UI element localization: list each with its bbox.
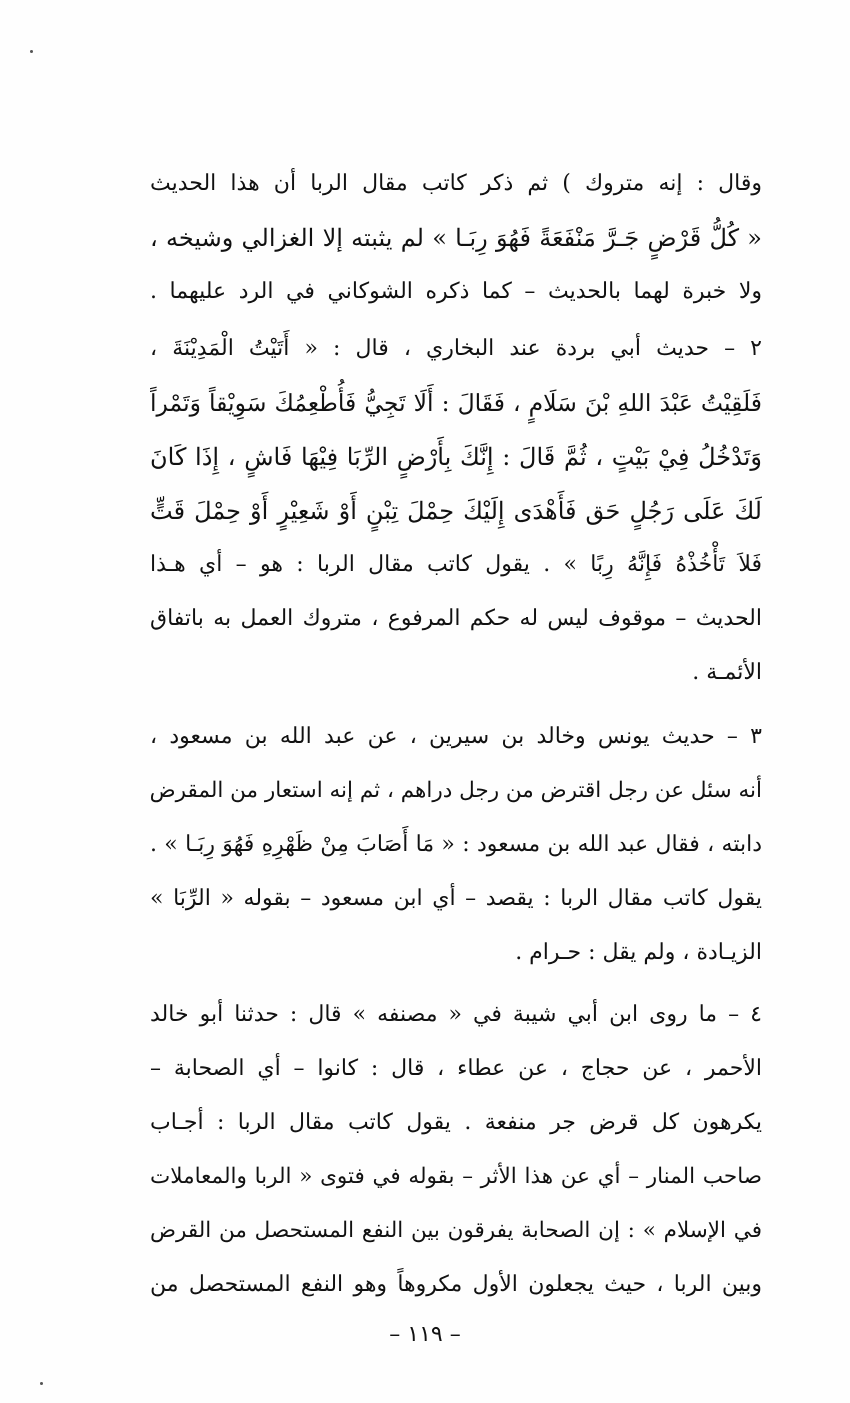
text-line: ٢ – حديث أبي بردة عند البخاري ، قال : « أَتَيْتُ الْمَدِيْنَةَ ، <box>150 336 762 361</box>
text-line: ٤ – ما روى ابن أبي شيبة في « مصنفه » قال : حدثنا أبو خالد <box>150 1002 762 1027</box>
text-line: صاحب المنار – أي عن هذا الأثر – بقوله في فتوى « الربا والمعاملات <box>150 1164 762 1189</box>
text-line: فَلاَ تَأْخُذْهُ فَإِنَّهُ رِبًا » . يقول كاتب مقال الربا : هو – أي هـذا <box>150 552 762 577</box>
scan-speck <box>30 50 33 53</box>
text-line: الحديث – موقوف ليس له حكم المرفوع ، متروك العمل به باتفاق <box>150 606 762 631</box>
text-line: الأحمر ، عن حجاج ، عن عطاء ، قال : كانوا – أي الصحابة – <box>150 1056 762 1081</box>
text-line: في الإسلام » : إن الصحابة يفرقون بين النفع المستحصل من القرض <box>150 1218 762 1243</box>
text-line: يكرهون كل قرض جر منفعة . يقول كاتب مقال الربا : أجـاب <box>150 1110 762 1135</box>
text-line: وقال : إنه متروك ) ثم ذكر كاتب مقال الربا أن هذا الحديث <box>150 171 762 196</box>
scan-speck <box>40 1382 43 1385</box>
text-line: فَلَقِيْتُ عَبْدَ اللهِ بْنَ سَلَامٍ ، فَقَالَ : أَلَا تَجِيُّ فَأُطْعِمُكَ سَوِيْقاً وَتَمْراً <box>150 389 762 417</box>
paragraph-4 <box>150 988 762 1312</box>
text-line: ولا خبرة لهما بالحديث – كما ذكره الشوكاني في الرد عليهما . <box>150 279 762 304</box>
paragraph-2 <box>150 322 762 700</box>
text-line: وبين الربا ، حيث يجعلون الأول مكروهاً وهو النفع المستحصل من <box>150 1272 762 1297</box>
text-line: وَتَدْخُلُ فِيْ بَيْتٍ ، ثُمَّ قَالَ : إِنَّكَ بِأَرْضٍ الرِّبَا فِيْهَا فَاشٍ ، إِذَا كَانَ <box>150 443 762 471</box>
text-line: لَكَ عَلَى رَجُلٍ حَق فَأَهْدَى إِلَيْكَ حِمْلَ تِبْنٍ أَوْ شَعِيْرٍ أَوْ حِمْلَ قَتٍّ <box>150 497 762 525</box>
text-line: « كُلُّ قَرْضٍ جَـرَّ مَنْفَعَةً فَهُوَ رِبَـا » لم يثبته إلا الغزالي وشيخه ، <box>150 224 762 252</box>
paragraph-3 <box>150 710 762 980</box>
text-line: الأئمـة . <box>692 660 762 685</box>
text-line: دابته ، فقال عبد الله بن مسعود : « مَا أَصَابَ مِنْ ظَهْرِهِ فَهُوَ رِبَـا » . <box>150 832 762 857</box>
page-number: – ١١٩ – <box>389 1322 461 1347</box>
text-line: أنه سئل عن رجل اقترض من رجل دراهم ، ثم إنه استعار من المقرض <box>150 778 762 803</box>
paragraph-1 <box>150 157 762 319</box>
text-line: ٣ – حديث يونس وخالد بن سيرين ، عن عبد الله بن مسعود ، <box>150 724 762 749</box>
text-line: الزيـادة ، ولم يقل : حـرام . <box>515 940 762 965</box>
text-line: يقول كاتب مقال الربا : يقصد – أي ابن مسعود – بقوله « الرِّبَا » <box>150 886 762 911</box>
